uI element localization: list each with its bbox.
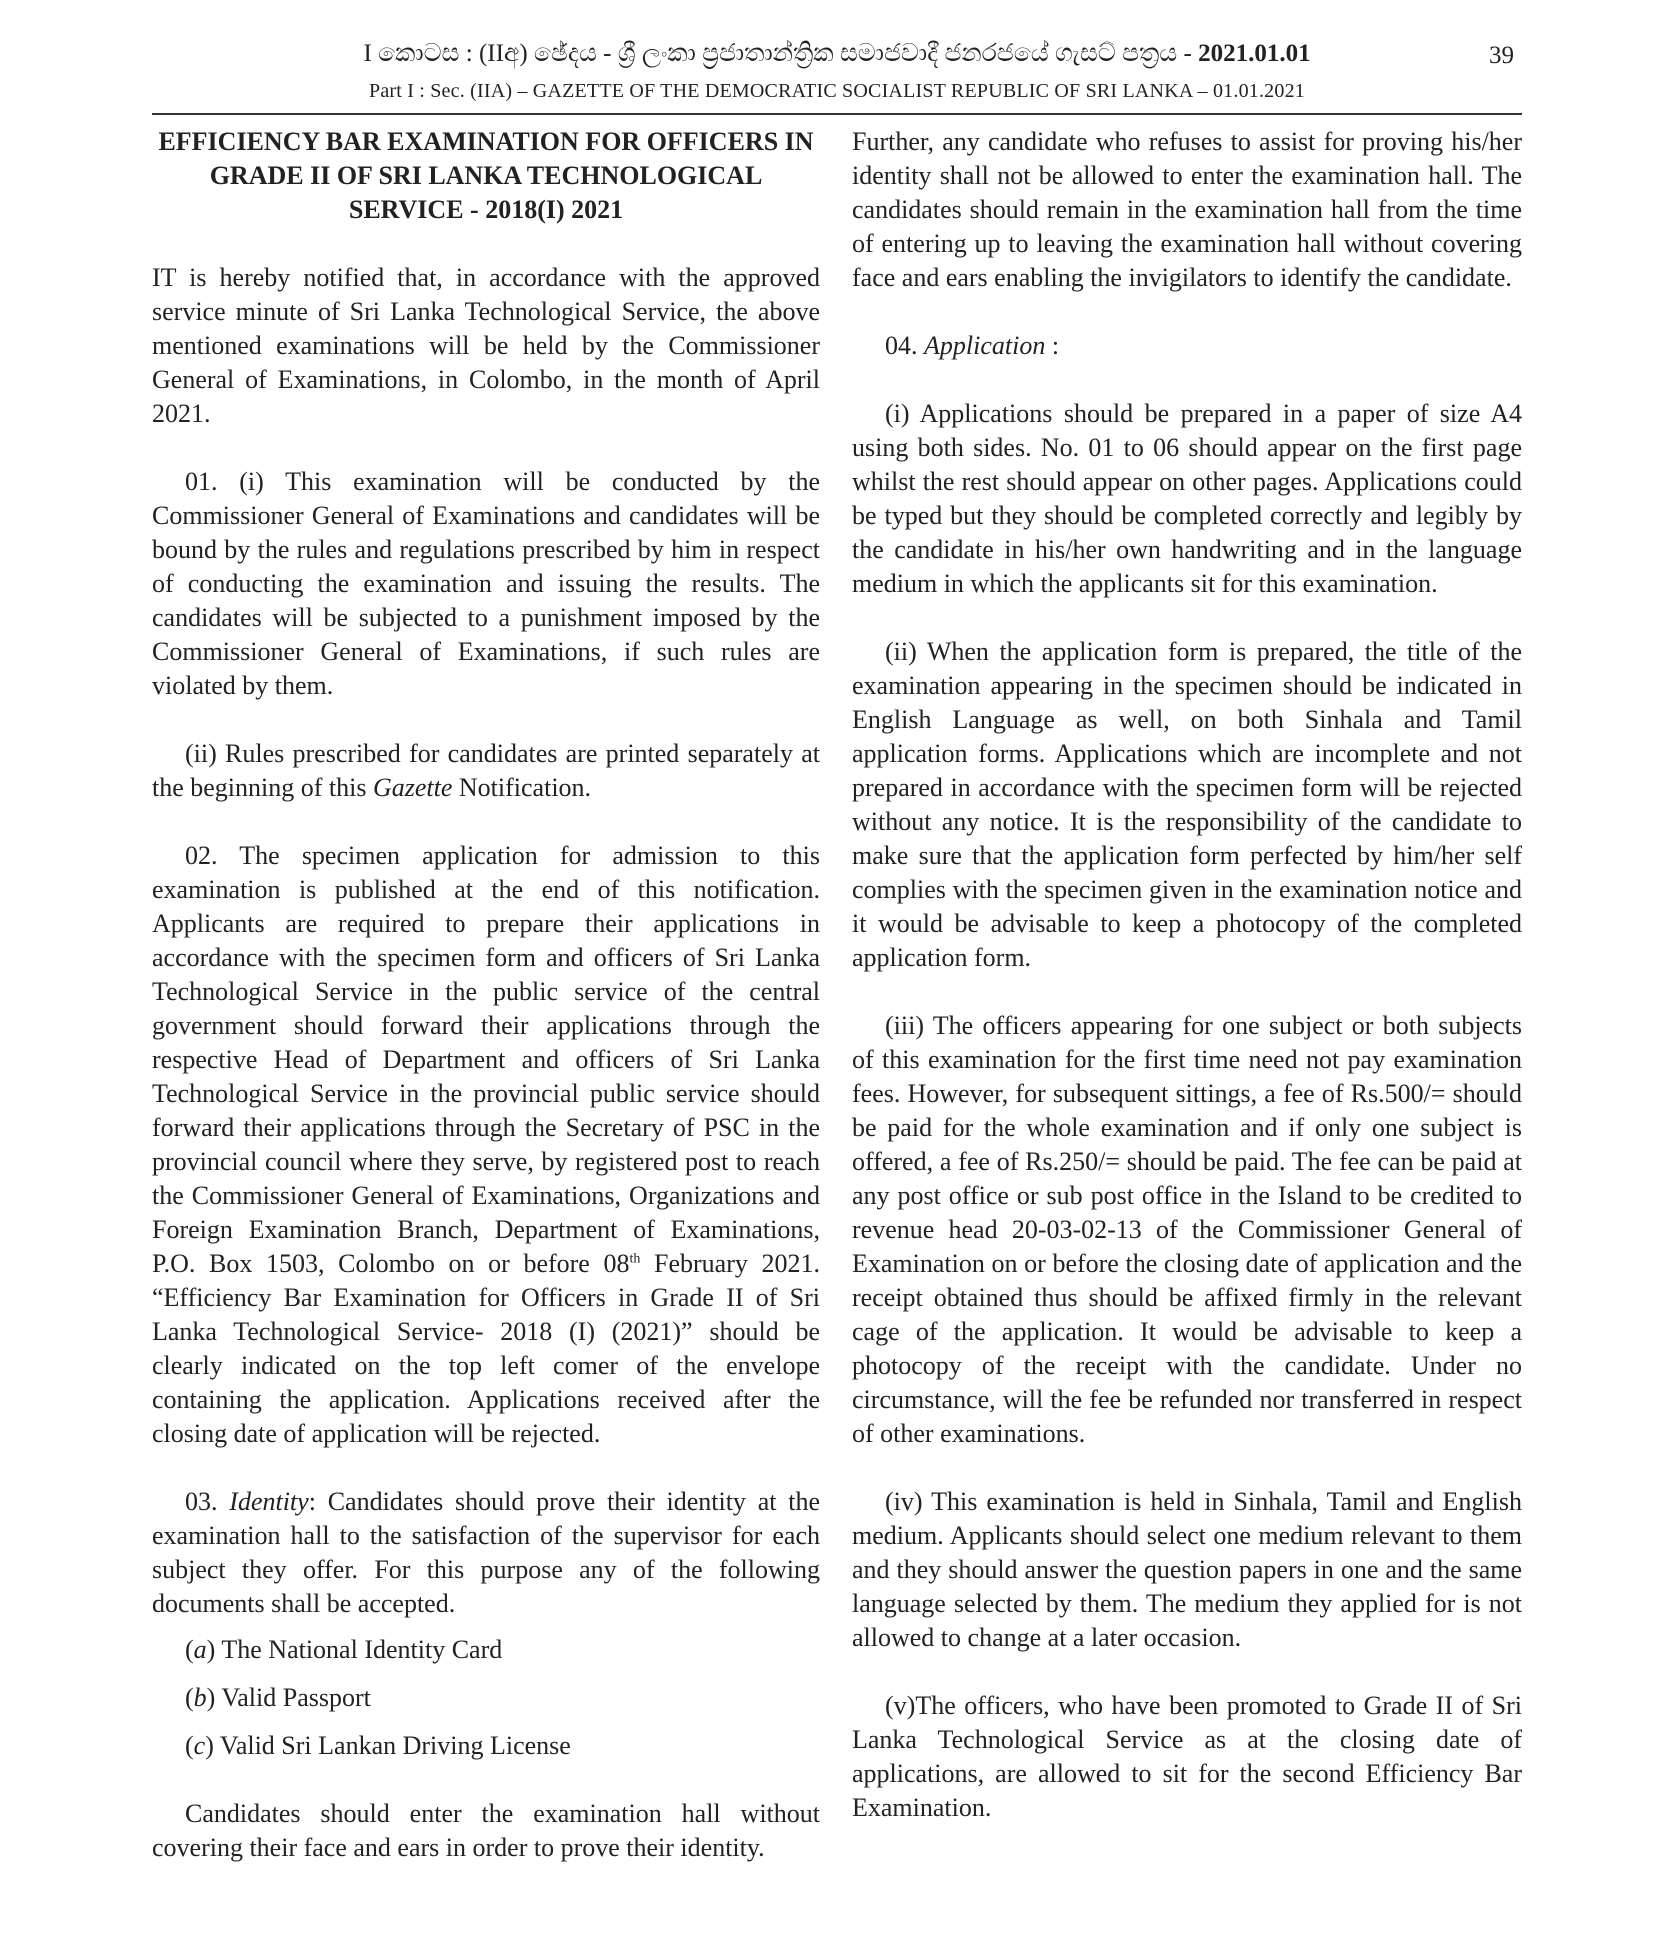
list-marker: a [193, 1635, 207, 1664]
header-sinhala-line [152, 40, 1522, 68]
header-sinhala-text: I කොටස : (IIඅ) ඡේදය - ශ්‍රී ලංකා ප්‍රජාතාන්ත්‍රික සමාජවාදී ජනරජයේ ගැසට් පත්‍රය - [363, 40, 1192, 67]
header-english-line: Part I : Sec. (IIA) – GAZETTE OF THE DEMOCRATIC SOCIALIST REPUBLIC OF SRI LANKA – 01.01.2021 [369, 80, 1305, 102]
list-text: Valid Passport [215, 1683, 371, 1712]
list-item: (a) The National Identity Card [185, 1635, 503, 1664]
notice-title: EFFICIENCY BAR EXAMINATION FOR OFFICERS IN GRADE II OF SRI LANKA TECHNOLOGICAL SERVICE - 2018(I) 2021 [158, 127, 814, 224]
header-sinhala-date: 2021.01.01 [1198, 40, 1311, 67]
section-01-ii-text-b: Notification. [452, 773, 592, 802]
section-03-text: : Candidates should prove their identity at the examination hall to the satisfaction of the supervisor for each subject they offer. For this purpose any of the following documents shall be accepted. [152, 1487, 821, 1618]
list-item: (b) Valid Passport [185, 1683, 371, 1712]
list-text: Valid Sri Lankan Driving License [213, 1731, 571, 1760]
section-04-iii: (iii) The officers appearing for one subject or both subjects of this examination for the first time need not pay examination fees. However, for subsequent sittings, a fee of Rs.500/= should be paid for the whole examination and if only one subject is offered, a fee of Rs.250/= should be paid. The fee can be paid at any post office or sub post office in the Island to be credited to revenue head 20-03-02-13 of the Commissioner General of Examination on or before the closing date of application and the receipt obtained thus should be affixed firmly in the relevant cage of the application. It would be advisable to keep a photocopy of the receipt with the candidate. Under no circumstance, will the fee be refunded nor transferred in respect of other examinations. [852, 1011, 1522, 1448]
section-03 [152, 1485, 820, 1621]
section-04-i: (i) Applications should be prepared in a paper of size A4 using both sides. No. 01 to 06 should appear on the first page whilst the rest should appear on other pages. Applications could be typed but they should be completed correctly and legibly by the candidate in his/her own handwriting and in the language medium in which the applicants sit for this examination. [852, 399, 1522, 598]
section-01-i: 01. (i) This examination will be conducted by the Commissioner General of Examinations and candidates will be bound by the rules and regulations prescribed by him in respect of conducting the examination and issuing the results. The candidates will be subjected to a punishment imposed by the Commissioner General of Examinations, if such rules are violated by them. [152, 467, 820, 700]
list-item: (c) Valid Sri Lankan Driving License [185, 1731, 571, 1760]
section-04-ii: (ii) When the application form is prepared, the title of the examination appearing in the specimen should be indicated in English Language as well, on both Sinhala and Tamil application forms. Applications which are incomplete and not prepared in accordance with the specimen form will be rejected without any notice. It is the responsibility of the candidate to make sure that the application form perfected by him/her self complies with the specimen given in the examination notice and it would be advisable to keep a photocopy of the completed application form. [852, 637, 1522, 972]
section-03-closing: Candidates should enter the examination hall without covering their face and ears in order to prove their identity. [152, 1799, 820, 1862]
section-04-v: (v)The officers, who have been promoted to Grade II of Sri Lanka Technological Service as at the closing date of applications, are allowed to sit for the second Efficiency Bar Examination. [852, 1691, 1522, 1822]
page-header [152, 40, 1522, 110]
list-marker: c [193, 1731, 206, 1760]
list-marker: b [193, 1683, 207, 1712]
list-text: The National Identity Card [215, 1635, 503, 1664]
section-02-text-a: 02. The specimen application for admission to this examination is published at the end of this notification. Applicants are required to prepare their applications in accordance with the specimen form and officers of Sri Lanka Technological Service in the public service of the central government should forward their applications through the respective Head of Department and officers of Sri Lanka Technological Service in the provincial public service should forward their applications through the Secretary of PSC in the provincial council where they serve, by registered post to reach the Commissioner General of Examinations, Organizations and Foreign Examination Branch, Department of Examinations, P.O. Box 1503, Colombo on or before 08 [152, 841, 820, 1278]
section-04-iv: (iv) This examination is held in Sinhala, Tamil and English medium. Applicants should select one medium relevant to them and they should answer the question papers in one and the same language selected by them. The medium they applied for is not allowed to change at a later occasion. [852, 1487, 1522, 1652]
right-column [852, 125, 1522, 1859]
section-02-text-b: February 2021. “Efficiency Bar Examination for Officers in Grade II of Sri Lanka Technological Service- 2018 (I) (2021)” should be clearly indicated on the top left comer of the envelope containing the application. Applications received after the closing date of application will be rejected. [152, 1249, 820, 1448]
ordinal-suffix: th [629, 1251, 641, 1267]
left-column [152, 125, 820, 1899]
section-01-ii-text-a: (ii) Rules prescribed for candidates are printed separately at the beginning of this [152, 739, 820, 802]
section-04-heading [852, 329, 1522, 363]
gazette-word: Gazette [372, 773, 453, 802]
section-03-continued: Further, any candidate who refuses to assist for proving his/her identity shall not be allowed to enter the examination hall. The candidates should remain in the examination hall from the time of entering up to leaving the examination hall without covering face and ears enabling the invigilators to identify the candidate. [852, 127, 1522, 292]
section-04-title: Application [924, 331, 1046, 360]
section-04-number: 04. [885, 331, 924, 360]
section-02 [152, 839, 820, 1451]
section-03-heading: Identity [229, 1487, 309, 1516]
section-04-colon: : [1045, 331, 1060, 360]
intro-paragraph: IT is hereby notified that, in accordance with the approved service minute of Sri Lanka Technological Service, the above mentioned examinations will be held by the Commissioner General of Examinations, in Colombo, in the month of April 2021. [152, 263, 820, 428]
section-01-ii [152, 737, 820, 805]
section-03-number: 03. [185, 1487, 230, 1516]
header-divider [152, 113, 1522, 115]
page-number: 39 [1489, 42, 1514, 69]
